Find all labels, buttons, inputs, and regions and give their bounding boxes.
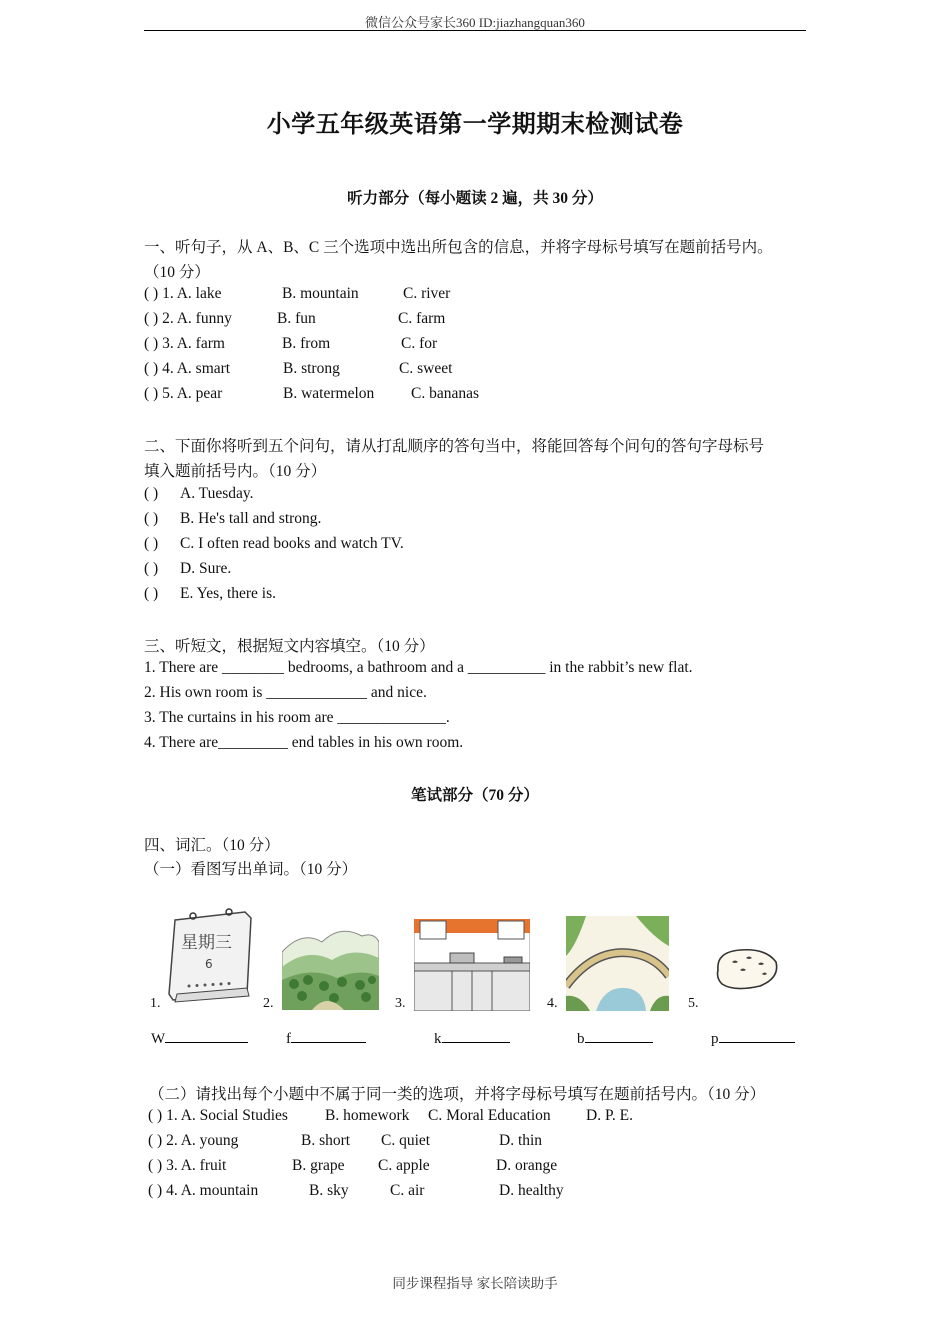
blank-letter: k	[434, 1031, 442, 1047]
section4-sub2: （二）请找出每个小题中不属于同一类的选项，并将字母标号填写在题前括号内。（10 分）	[149, 1086, 766, 1103]
answer-bracket: ( )	[144, 485, 159, 502]
odd-1-c: C. Moral Education	[428, 1107, 551, 1124]
section3-instruction: 三、听短文，根据短文内容填空。（10 分）	[144, 638, 435, 655]
answer-blank-2[interactable]	[286, 1028, 366, 1048]
calendar-icon	[163, 906, 255, 1006]
blank-letter: p	[711, 1031, 719, 1047]
picture-number-1: 1.	[150, 996, 161, 1011]
answer-bracket: ( )	[144, 585, 159, 602]
question-1-a: ( ) 1. A. lake	[144, 285, 222, 302]
odd-1-d: D. P. E.	[586, 1107, 633, 1124]
question-1-b: B. mountain	[282, 285, 359, 302]
bridge-icon	[566, 916, 669, 1011]
odd-3-a: ( ) 3. A. fruit	[148, 1157, 227, 1174]
picture-number-4: 4.	[547, 996, 558, 1011]
answer-option-d: D. Sure.	[180, 560, 232, 577]
section1-points: （10 分）	[144, 264, 210, 281]
picture-number-3: 3.	[395, 996, 406, 1011]
question-2-b: B. fun	[277, 310, 316, 327]
odd-2-b: B. short	[301, 1132, 351, 1149]
fill-line-4: 4. There are_________ end tables in his own room.	[144, 734, 464, 751]
question-4-c: C. sweet	[399, 360, 453, 377]
answer-bracket: ( )	[144, 535, 159, 552]
question-1-c: C. river	[403, 285, 451, 302]
calendar-day: 6	[205, 957, 213, 971]
answer-blank-3[interactable]	[434, 1028, 510, 1048]
question-3-a: ( ) 3. A. farm	[144, 335, 225, 352]
fill-line-3: 3. The curtains in his room are ______________.	[144, 709, 450, 726]
odd-4-c: C. air	[390, 1182, 425, 1199]
section1-instruction: 一、听句子，从 A、B、C 三个选项中选出所包含的信息，并将字母标号填写在题前括号内。	[144, 239, 773, 256]
forest-icon	[282, 922, 379, 1010]
page-footer: 同步课程指导 家长陪读助手	[392, 1276, 558, 1291]
section2-instruction-cont: 填入题前括号内。（10 分）	[144, 463, 327, 480]
odd-4-b: B. sky	[309, 1182, 349, 1199]
header-rule	[144, 30, 806, 31]
odd-4-d: D. healthy	[499, 1182, 564, 1199]
question-5-c: C. bananas	[411, 385, 480, 402]
picture-number-5: 5.	[688, 996, 699, 1011]
section4-sub1: （一）看图写出单词。（10 分）	[144, 861, 358, 878]
answer-blank-1[interactable]	[151, 1028, 248, 1048]
odd-3-d: D. orange	[496, 1157, 558, 1174]
writing-heading: 笔试部分（70 分）	[411, 787, 539, 804]
kitchen-icon	[414, 919, 530, 1011]
odd-2-a: ( ) 2. A. young	[148, 1132, 239, 1149]
listening-heading: 听力部分（每小题读 2 遍，共 30 分）	[347, 190, 603, 207]
answer-blank-4[interactable]	[577, 1028, 653, 1048]
fill-line-1: 1. There are ________ bedrooms, a bathroom and a __________ in the rabbit’s new flat.	[144, 659, 693, 676]
question-5-a: ( ) 5. A. pear	[144, 385, 223, 402]
odd-1-b: B. homework	[325, 1107, 410, 1124]
odd-4-a: ( ) 4. A. mountain	[148, 1182, 259, 1199]
odd-2-d: D. thin	[499, 1132, 543, 1149]
answer-option-e: E. Yes, there is.	[180, 585, 277, 602]
calendar-weekday: 星期三	[181, 933, 232, 953]
blank-letter: W	[151, 1031, 166, 1047]
answer-blank-5[interactable]	[711, 1028, 795, 1048]
odd-2-c: C. quiet	[381, 1132, 431, 1149]
page-title: 小学五年级英语第一学期期末检测试卷	[266, 112, 684, 138]
picture-number-2: 2.	[263, 996, 274, 1011]
odd-1-a: ( ) 1. A. Social Studies	[148, 1107, 288, 1124]
question-4-a: ( ) 4. A. smart	[144, 360, 231, 377]
odd-3-c: C. apple	[378, 1157, 430, 1174]
answer-option-b: B. He's tall and strong.	[180, 510, 322, 527]
answer-bracket: ( )	[144, 510, 159, 527]
page-header: 微信公众号家长360 ID:jiazhangquan360	[365, 15, 585, 30]
odd-3-b: B. grape	[292, 1157, 345, 1174]
answer-bracket: ( )	[144, 560, 159, 577]
question-3-b: B. from	[282, 335, 331, 352]
question-4-b: B. strong	[283, 360, 340, 377]
question-2-c: C. farm	[398, 310, 446, 327]
question-5-b: B. watermelon	[283, 385, 375, 402]
blank-letter: f	[286, 1031, 291, 1047]
question-2-a: ( ) 2. A. funny	[144, 310, 232, 327]
question-3-c: C. for	[401, 335, 438, 352]
answer-option-c: C. I often read books and watch TV.	[180, 535, 404, 552]
potato-icon	[712, 944, 780, 992]
section2-instruction: 二、下面你将听到五个问句，请从打乱顺序的答句当中，将能回答每个问句的答句字母标号	[144, 438, 765, 455]
fill-line-2: 2. His own room is _____________ and nice.	[144, 684, 427, 701]
section4-instruction: 四、词汇。（10 分）	[144, 837, 280, 854]
answer-option-a: A. Tuesday.	[180, 485, 254, 502]
blank-letter: b	[577, 1031, 585, 1047]
